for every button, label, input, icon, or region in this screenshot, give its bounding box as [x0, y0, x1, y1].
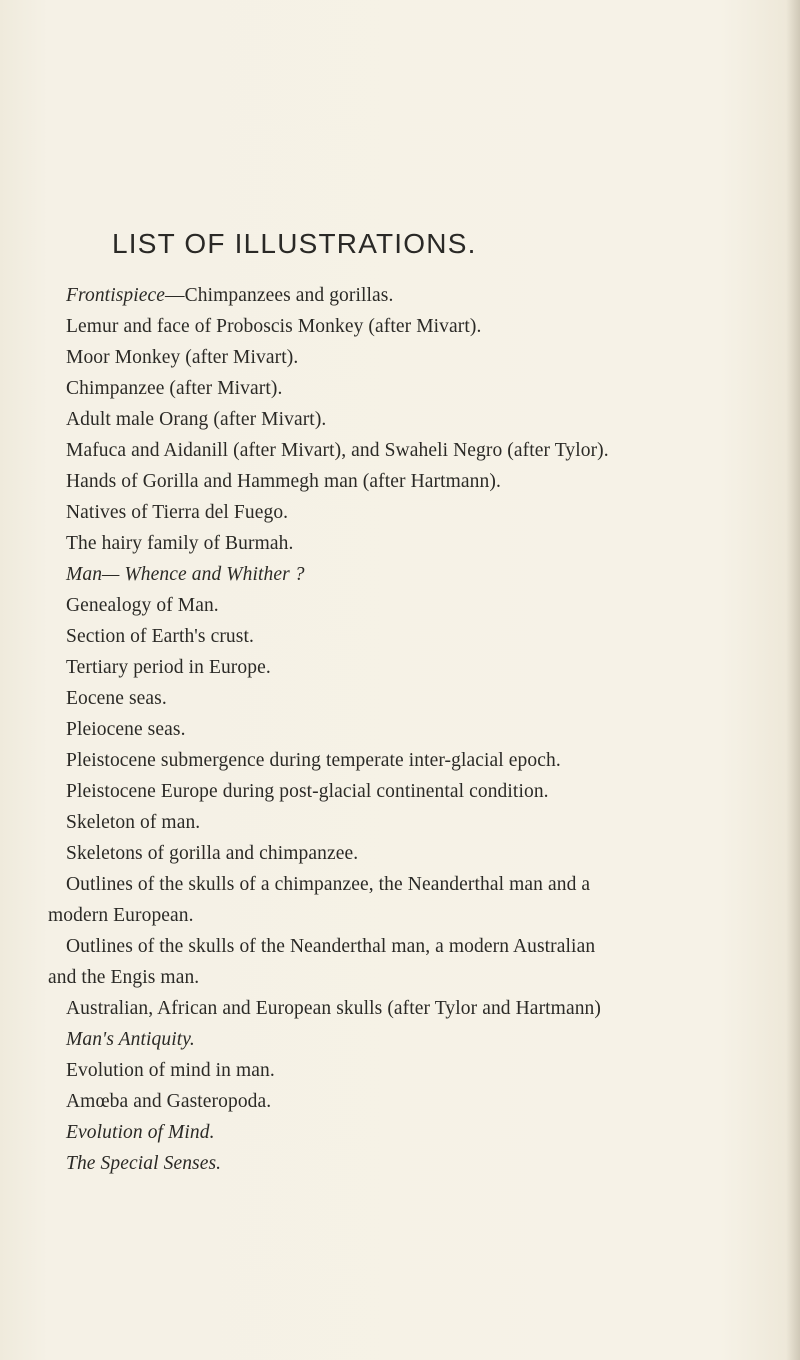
- list-item: Hands of Gorilla and Hammegh man (after Hartmann).: [66, 471, 501, 492]
- list-item: Adult male Orang (after Mivart).: [66, 409, 327, 430]
- list-item-line: and the Engis man.: [48, 967, 200, 988]
- list-item: Pleiocene seas.: [66, 719, 186, 740]
- section-heading: Man— Whence and Whither ?: [66, 564, 305, 585]
- frontispiece-text: —Chimpanzees and gorillas.: [165, 285, 394, 306]
- list-item-continuation: [48, 900, 776, 931]
- section-heading: Man's Antiquity.: [66, 1029, 195, 1050]
- list-item-frontispiece: [66, 280, 776, 311]
- list-item-multiline: [66, 931, 776, 962]
- list-item: Pleistocene Europe during post-glacial continental condition.: [66, 781, 549, 802]
- list-item: Australian, African and European skulls (after Tylor and Hartmann): [66, 998, 601, 1019]
- list-item: Skeletons of gorilla and chimpanzee.: [66, 843, 359, 864]
- list-item: Eocene seas.: [66, 688, 167, 709]
- list-item: Natives of Tierra del Fuego.: [66, 502, 289, 523]
- list-item: Skeleton of man.: [66, 812, 201, 833]
- list-item-multiline: [66, 869, 776, 900]
- section-heading: Evolution of Mind.: [66, 1122, 215, 1143]
- illustrations-list: [48, 280, 776, 1179]
- page-title: LIST OF ILLUSTRATIONS.: [112, 228, 477, 259]
- list-item: Lemur and face of Proboscis Monkey (after Mivart).: [66, 316, 482, 337]
- list-item: Chimpanzee (after Mivart).: [66, 378, 283, 399]
- list-item: Tertiary period in Europe.: [66, 657, 271, 678]
- list-item: The hairy family of Burmah.: [66, 533, 294, 554]
- list-item: Mafuca and Aidanill (after Mivart), and Swaheli Negro (after Tylor).: [66, 440, 609, 461]
- frontispiece-label: Frontispiece: [66, 285, 166, 306]
- list-item: Moor Monkey (after Mivart).: [66, 347, 299, 368]
- list-item-line: Outlines of the skulls of the Neanderthal man, a modern Australian: [66, 936, 596, 957]
- list-item: Genealogy of Man.: [66, 595, 219, 616]
- list-item-continuation: [48, 962, 776, 993]
- list-item: Evolution of mind in man.: [66, 1060, 275, 1081]
- list-item-line: modern European.: [48, 905, 194, 926]
- page-edge-shadow: [786, 0, 800, 1360]
- list-item: Amœba and Gasteropoda.: [66, 1091, 272, 1112]
- list-item-line: Outlines of the skulls of a chimpanzee, the Neanderthal man and a: [66, 874, 591, 895]
- section-heading: The Special Senses.: [66, 1153, 222, 1174]
- list-item: Pleistocene submergence during temperate inter-glacial epoch.: [66, 750, 561, 771]
- list-item: Section of Earth's crust.: [66, 626, 254, 647]
